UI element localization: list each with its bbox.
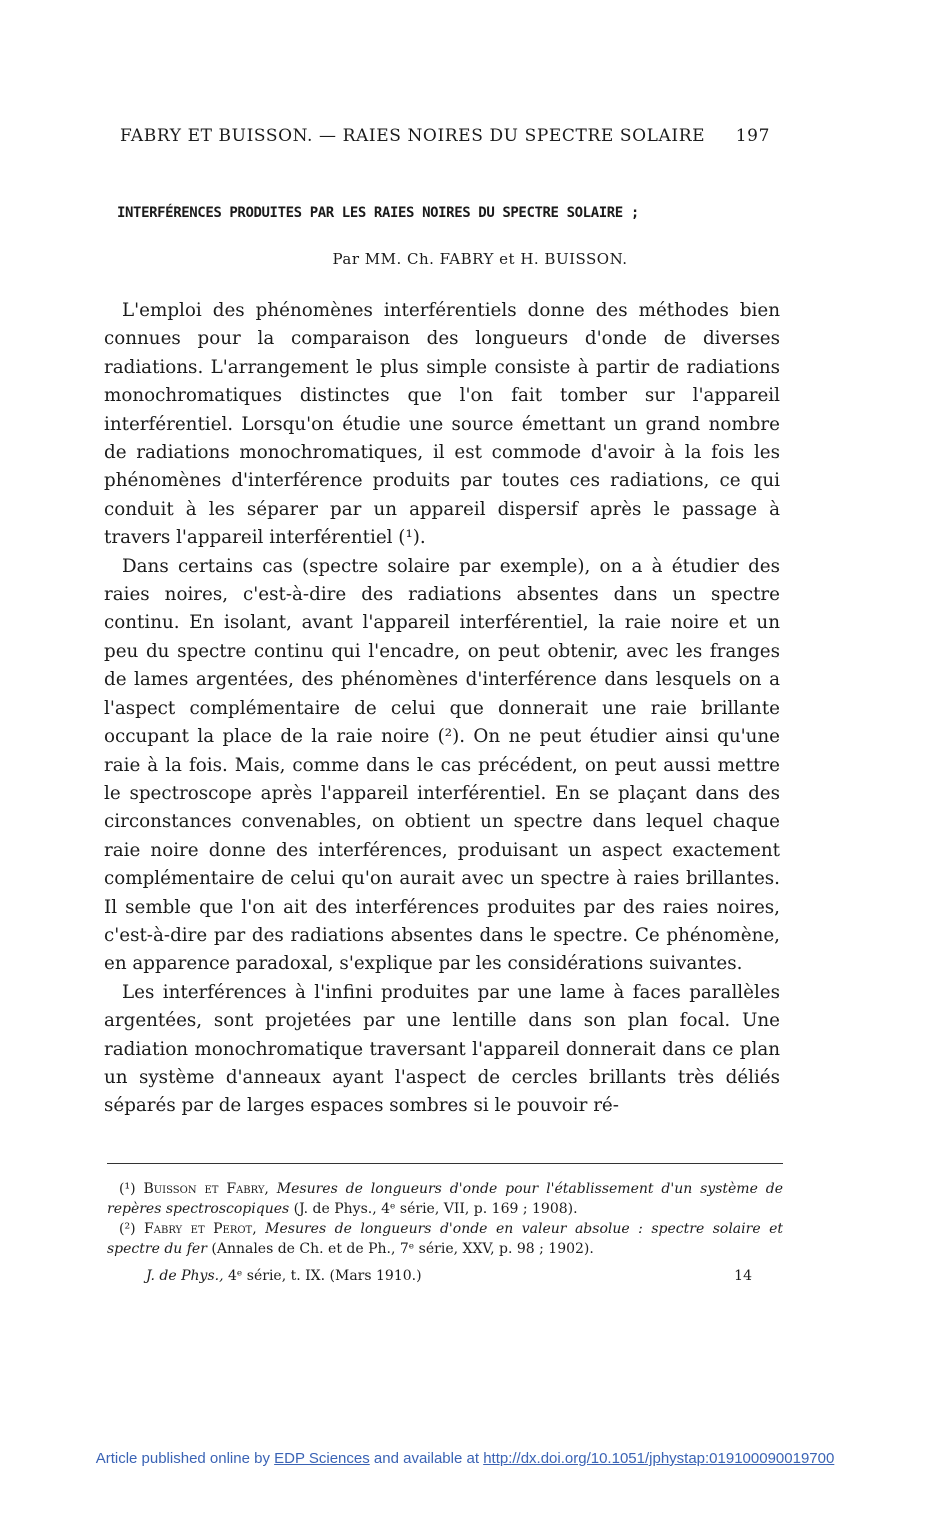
footnote-2-authors: Fabry et Perot, xyxy=(144,1221,257,1237)
footnote-1-mark: (¹) xyxy=(119,1181,136,1197)
journal-name: J. de Phys., xyxy=(146,1268,224,1284)
paragraph-3: Les interférences à l'infini produites par une lame à faces parallèles argentées, sont projetées par une lentille dans son plan focal. Une radiation monochromatique traversant l'appareil donnerait dans ce plan un système d'anneaux ayant l'aspect de cercles brillants très déliés séparés par de larges espaces sombres si le pouvoir ré- xyxy=(104,981,780,1117)
journal-reference xyxy=(146,1268,422,1284)
article-body xyxy=(104,297,780,1121)
journal-reference-line xyxy=(146,1268,752,1284)
page-number: 197 xyxy=(735,126,770,146)
footnote-divider xyxy=(107,1163,783,1164)
publisher-footer xyxy=(0,1450,930,1467)
footnote-2 xyxy=(107,1219,783,1259)
article-authors: Par MM. Ch. FABRY et H. BUISSON. xyxy=(332,250,628,268)
journal-issue: 4ᵉ série, t. IX. (Mars 1910.) xyxy=(228,1268,422,1284)
signature-mark: 14 xyxy=(734,1268,752,1284)
footnote-2-mark: (²) xyxy=(119,1221,136,1237)
footnotes xyxy=(107,1179,783,1259)
footer-prefix: Article published online by xyxy=(95,1450,270,1467)
paragraph-2: Dans certains cas (spectre solaire par exemple), on a à étudier des raies noires, c'est-à-dire des radiations absentes dans un spectre continu. En isolant, avant l'appareil interférentiel, la raie noire et un peu du spectre continu qui l'encadre, on peut obtenir, avec les franges de lames argentées, des phénomènes d'interférence dans lesquels on a l'aspect complémentaire de celui que donnerait une raie brillante occupant la place de la raie noire (²). On ne peut étudier ainsi qu'une raie à la fois. Mais, comme dans le cas précédent, on peut aussi mettre le spectroscope après l'appareil interférentiel. En se plaçant dans des circonstances convenables, on obtient un spectre dans lequel chaque raie noire donne des interférences, produisant un aspect exactement complémentaire de celui qu'on aurait avec un spectre à raies brillantes. Il semble que l'on ait des interférences produites par des raies noires, c'est-à-dire par des radiations absentes dans le spectre. Ce phénomène, en apparence paradoxal, s'explique par les considérations suivantes. xyxy=(104,555,780,975)
article-title: INTERFÉRENCES PRODUITES PAR LES RAIES NOIRES DU SPECTRE SOLAIRE ; xyxy=(117,205,639,221)
footnote-2-ref: (Annales de Ch. et de Ph., 7ᵉ série, XXV, p. 98 ; 1902). xyxy=(211,1241,594,1257)
doi-link[interactable]: http://dx.doi.org/10.1051/jphystap:019100090019700 xyxy=(483,1450,835,1467)
footnote-1-title: Mesures de longueurs d'onde pour l'établissement d'un système de repères spectroscopiques xyxy=(107,1181,783,1217)
footnote-2-title: Mesures de longueurs d'onde en valeur absolue : spectre solaire et spectre du fer xyxy=(107,1221,784,1257)
footnote-1-ref: (J. de Phys., 4ᵉ série, VII, p. 169 ; 1908). xyxy=(293,1201,578,1217)
footer-middle: and available at xyxy=(373,1450,480,1467)
running-head-title: FABRY ET BUISSON. — RAIES NOIRES DU SPECTRE SOLAIRE xyxy=(120,126,706,146)
running-head xyxy=(120,126,770,146)
footnote-1 xyxy=(107,1179,783,1219)
publisher-link[interactable]: EDP Sciences xyxy=(274,1450,370,1467)
paragraph-1: L'emploi des phénomènes interférentiels donne des méthodes bien connues pour la comparaison des longueurs d'onde de diverses radiations. L'arrangement le plus simple consiste à partir de radiations monochromatiques distinctes que l'on fait tomber sur l'appareil interférentiel. Lorsqu'on étudie une source émettant un grand nombre de radiations monochromatiques, il est commode d'avoir à la fois les phénomènes d'interférence produits par toutes ces radiations, ce qui conduit à les séparer par un appareil dispersif après le passage à travers l'appareil interférentiel (¹). xyxy=(104,300,780,549)
footnote-1-authors: Buisson et Fabry, xyxy=(143,1181,269,1197)
